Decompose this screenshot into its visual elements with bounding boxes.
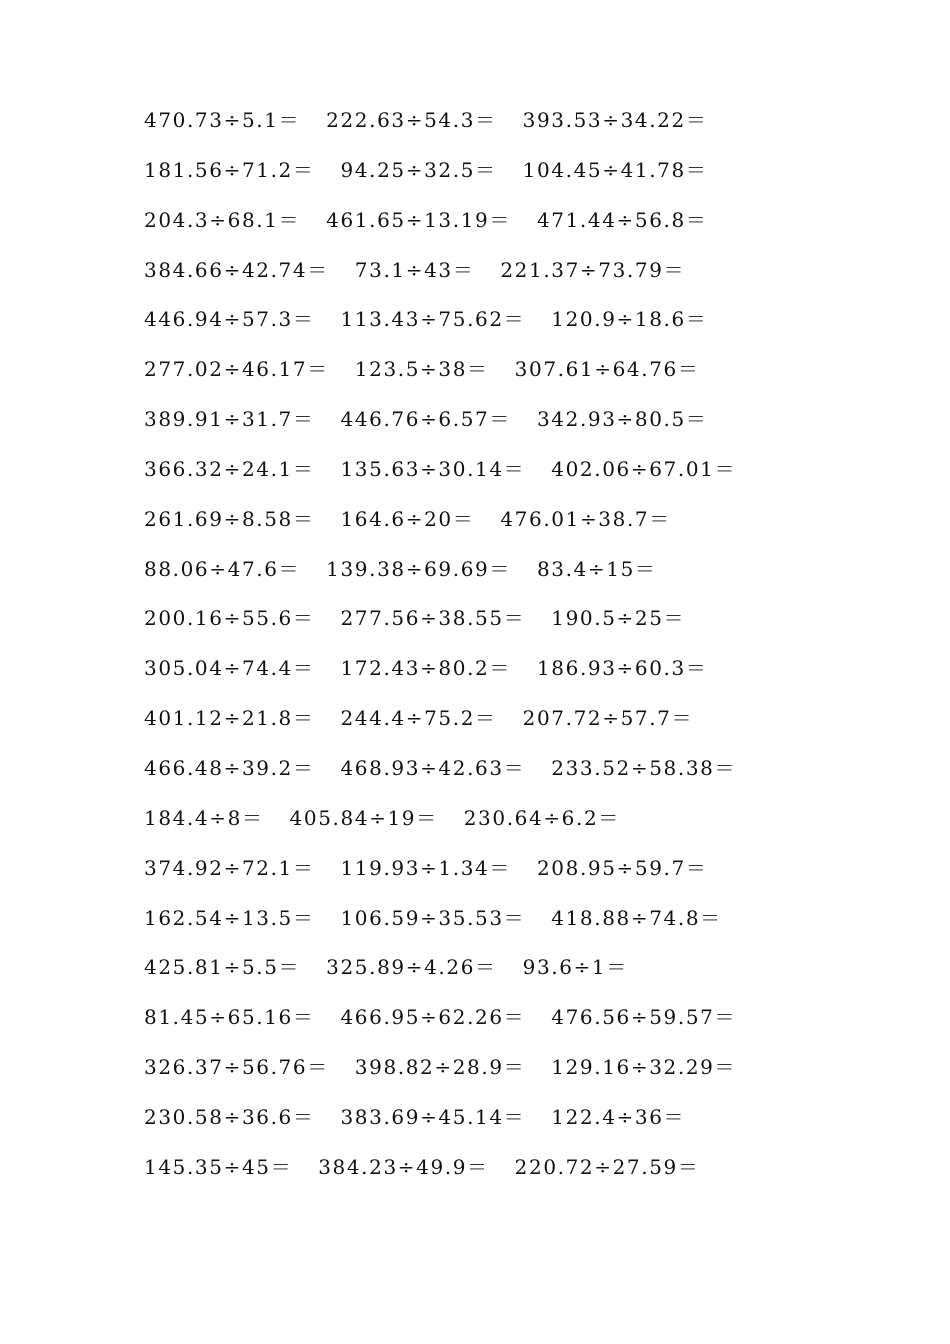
division-problem: 466.48÷39.2＝ bbox=[144, 755, 315, 780]
problem-row bbox=[144, 702, 844, 752]
problem-row bbox=[144, 951, 844, 1001]
division-problem: 184.4÷8＝ bbox=[144, 805, 264, 830]
division-problem: 384.66÷42.74＝ bbox=[144, 257, 329, 282]
problem-row bbox=[144, 902, 844, 952]
problem-row bbox=[144, 403, 844, 453]
division-problem: 129.16÷32.29＝ bbox=[551, 1055, 737, 1080]
problem-row bbox=[144, 353, 844, 403]
division-problem: 425.81÷5.5＝ bbox=[144, 955, 301, 980]
division-problem: 405.84÷19＝ bbox=[289, 805, 438, 830]
division-problem: 81.45÷65.16＝ bbox=[144, 1005, 315, 1030]
division-problem: 145.35÷45＝ bbox=[144, 1154, 293, 1179]
division-problem: 230.64÷6.2＝ bbox=[463, 805, 620, 830]
problem-row bbox=[144, 154, 844, 204]
division-problem: 325.89÷4.26＝ bbox=[326, 955, 497, 980]
division-problem: 200.16÷55.6＝ bbox=[144, 606, 315, 631]
division-problem: 207.72÷57.7＝ bbox=[522, 706, 694, 731]
division-problem: 220.72÷27.59＝ bbox=[514, 1154, 700, 1179]
division-problem: 466.95÷62.26＝ bbox=[340, 1005, 526, 1030]
division-problem: 393.53÷34.22＝ bbox=[522, 108, 708, 132]
division-problem: 181.56÷71.2＝ bbox=[144, 157, 315, 182]
division-problem: 162.54÷13.5＝ bbox=[144, 905, 315, 930]
division-problem: 398.82÷28.9＝ bbox=[354, 1055, 526, 1080]
division-problem: 93.6÷1＝ bbox=[522, 955, 628, 980]
problem-row bbox=[144, 503, 844, 553]
division-problem: 172.43÷80.2＝ bbox=[340, 656, 511, 681]
division-problem: 476.01÷38.7＝ bbox=[500, 506, 671, 531]
division-problem: 186.93÷60.3＝ bbox=[536, 656, 708, 681]
division-problem: 402.06÷67.01＝ bbox=[551, 456, 737, 481]
problem-row bbox=[144, 254, 844, 304]
division-problem: 277.02÷46.17＝ bbox=[144, 357, 329, 382]
division-problem: 221.37÷73.79＝ bbox=[500, 257, 686, 282]
problem-row bbox=[144, 1051, 844, 1101]
division-problem: 418.88÷74.8＝ bbox=[551, 905, 722, 930]
division-problem: 73.1÷43＝ bbox=[354, 257, 475, 282]
division-problem: 233.52÷58.38＝ bbox=[551, 755, 737, 780]
division-problem: 446.94÷57.3＝ bbox=[144, 307, 315, 332]
division-problem: 261.69÷8.58＝ bbox=[144, 506, 315, 531]
problem-row bbox=[144, 1101, 844, 1151]
division-problem: 468.93÷42.63＝ bbox=[340, 755, 526, 780]
division-problem: 164.6÷20＝ bbox=[340, 506, 475, 531]
division-problem: 113.43÷75.62＝ bbox=[340, 307, 526, 332]
division-problem: 208.95÷59.7＝ bbox=[536, 855, 708, 880]
division-problem: 119.93÷1.34＝ bbox=[340, 855, 511, 880]
problem-row bbox=[144, 303, 844, 353]
division-problem: 106.59÷35.53＝ bbox=[340, 905, 526, 930]
problem-row bbox=[144, 602, 844, 652]
problem-row bbox=[144, 104, 844, 154]
problem-row bbox=[144, 553, 844, 603]
division-problem: 476.56÷59.57＝ bbox=[551, 1005, 737, 1030]
division-problem: 122.4÷36＝ bbox=[551, 1104, 686, 1129]
division-problem: 384.23÷49.9＝ bbox=[318, 1154, 489, 1179]
problem-row bbox=[144, 802, 844, 852]
division-problem: 277.56÷38.55＝ bbox=[340, 606, 526, 631]
problem-row bbox=[144, 1151, 844, 1201]
division-problem: 123.5÷38＝ bbox=[354, 357, 489, 382]
division-problem: 326.37÷56.76＝ bbox=[144, 1055, 329, 1080]
division-problem: 470.73÷5.1＝ bbox=[144, 108, 301, 132]
division-problem: 204.3÷68.1＝ bbox=[144, 207, 301, 232]
division-problem: 305.04÷74.4＝ bbox=[144, 656, 315, 681]
division-problem: 446.76÷6.57＝ bbox=[340, 407, 511, 432]
problem-row bbox=[144, 852, 844, 902]
division-problem: 471.44÷56.8＝ bbox=[536, 207, 708, 232]
division-problem: 120.9÷18.6＝ bbox=[551, 307, 708, 332]
division-problem: 244.4÷75.2＝ bbox=[340, 706, 497, 731]
division-problem: 383.69÷45.14＝ bbox=[340, 1104, 526, 1129]
division-problem: 190.5÷25＝ bbox=[551, 606, 686, 631]
division-problem: 135.63÷30.14＝ bbox=[340, 456, 526, 481]
problem-row bbox=[144, 652, 844, 702]
division-problem: 461.65÷13.19＝ bbox=[326, 207, 511, 232]
division-problem-list bbox=[144, 104, 844, 1201]
problem-row bbox=[144, 752, 844, 802]
division-problem: 366.32÷24.1＝ bbox=[144, 456, 315, 481]
division-problem: 389.91÷31.7＝ bbox=[144, 407, 315, 432]
division-problem: 104.45÷41.78＝ bbox=[522, 157, 708, 182]
division-problem: 222.63÷54.3＝ bbox=[326, 108, 497, 132]
division-problem: 307.61÷64.76＝ bbox=[514, 357, 700, 382]
division-problem: 139.38÷69.69＝ bbox=[326, 556, 511, 581]
division-problem: 88.06÷47.6＝ bbox=[144, 556, 301, 581]
problem-row bbox=[144, 453, 844, 503]
division-problem: 230.58÷36.6＝ bbox=[144, 1104, 315, 1129]
division-problem: 374.92÷72.1＝ bbox=[144, 855, 315, 880]
division-problem: 342.93÷80.5＝ bbox=[536, 407, 708, 432]
division-problem: 83.4÷15＝ bbox=[536, 556, 657, 581]
division-problem: 94.25÷32.5＝ bbox=[340, 157, 497, 182]
division-problem: 401.12÷21.8＝ bbox=[144, 706, 315, 731]
problem-row bbox=[144, 1001, 844, 1051]
problem-row bbox=[144, 204, 844, 254]
